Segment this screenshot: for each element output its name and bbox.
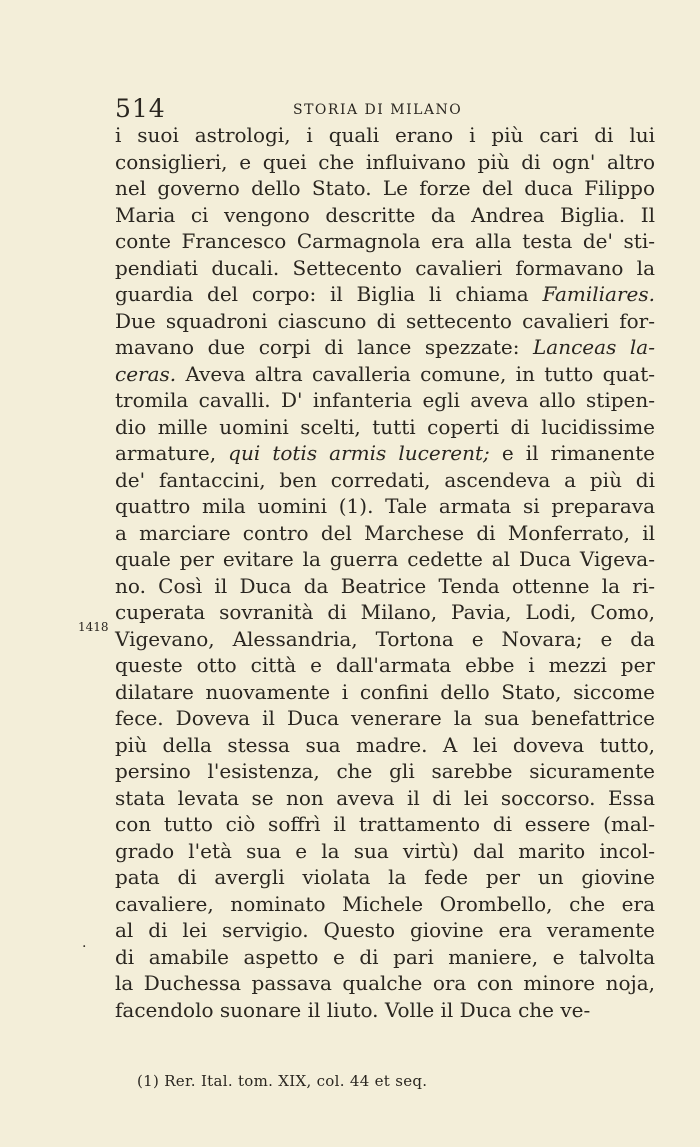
text-line xyxy=(115,361,655,388)
text-line: consiglieri, e quei che influivano più di ogn' altro xyxy=(115,149,655,174)
body-text xyxy=(115,122,655,1023)
text-line: Vigevano, Alessandria, Tortona e Novara; e da xyxy=(115,626,655,651)
italic-phrase: Lanceas la- xyxy=(533,335,655,359)
page-header xyxy=(115,94,655,124)
text-line: de' fantaccini, ben corredati, ascendeva a più di xyxy=(115,467,655,492)
text-segment: guardia del corpo: il Biglia li chiama xyxy=(115,282,543,306)
text-segment: mavano due corpi di lance spezzate: xyxy=(115,335,534,359)
text-line: facendolo suonare il liuto. Volle il Duca che ve- xyxy=(115,997,591,1022)
italic-phrase: Familiares. xyxy=(542,282,655,306)
text-line: con tutto ciò soffrì il trattamento di essere (mal- xyxy=(115,812,655,836)
text-line: quale per evitare la guerra cedette al Duca Vigeva- xyxy=(115,547,655,571)
margin-year-note: 1418 xyxy=(78,620,109,634)
text-line: nel governo dello Stato. Le forze del duca Filippo xyxy=(115,176,655,200)
text-line: più della stessa sua madre. A lei doveva tutto, xyxy=(115,732,655,757)
text-segment: e il rimanente xyxy=(489,441,655,465)
text-segment: Aveva altra cavalleria comune, in tutto quat- xyxy=(176,361,655,386)
text-line xyxy=(115,334,655,361)
text-line: i suoi astrologi, i quali erano i più cari di lui xyxy=(115,123,655,147)
text-segment: armature, xyxy=(115,441,229,465)
text-line: Maria ci vengono descritte da Andrea Biglia. Il xyxy=(115,202,655,227)
text-line: dilatare nuovamente i confini dello Stato, siccome xyxy=(115,679,655,704)
footnote: (1) Rer. Ital. tom. XIX, col. 44 et seq. xyxy=(137,1072,428,1090)
text-line xyxy=(115,281,655,308)
page-number: 514 xyxy=(115,94,166,123)
text-line: quattro mila uomini (1). Tale armata si preparava xyxy=(115,494,655,518)
text-line: stata levata se non aveva il di lei soccorso. Essa xyxy=(115,785,655,810)
text-line: tromila cavalli. D' infanteria egli aveva allo stipen- xyxy=(115,388,655,412)
text-line: cavaliere, nominato Michele Orombello, che era xyxy=(115,891,655,916)
margin-mark: . xyxy=(82,935,87,951)
text-line: no. Così il Duca da Beatrice Tenda ottenne la ri- xyxy=(115,573,655,598)
text-line: pata di avergli violata la fede per un giovine xyxy=(115,865,655,889)
text-line: queste otto città e dall'armata ebbe i mezzi per xyxy=(115,653,655,677)
text-line: al di lei servigio. Questo giovine era veramente xyxy=(115,918,655,942)
text-line: grado l'età sua e la sua virtù) dal marito incol- xyxy=(115,838,655,863)
text-line: Due squadroni ciascuno di settecento cavalieri for- xyxy=(115,308,655,333)
text-line: dio mille uomini scelti, tutti coperti di lucidissime xyxy=(115,414,655,439)
text-line xyxy=(115,440,655,467)
text-line: persino l'esistenza, che gli sarebbe sicuramente xyxy=(115,759,655,783)
italic-phrase: qui totis armis lucerent; xyxy=(228,441,490,465)
text-line: fece. Doveva il Duca venerare la sua benefattrice xyxy=(115,706,655,730)
italic-phrase: ceras. xyxy=(115,361,177,386)
text-line: a marciare contro del Marchese di Monferrato, il xyxy=(115,520,655,545)
text-line: cuperata sovranità di Milano, Pavia, Lodi, Como, xyxy=(115,600,655,624)
text-line: pendiati ducali. Settecento cavalieri formavano la xyxy=(115,255,655,280)
text-line: di amabile aspetto e di pari maniere, e talvolta xyxy=(115,944,655,969)
text-line: la Duchessa passava qualche ora con minore noja, xyxy=(115,971,655,995)
running-title: STORIA DI MILANO xyxy=(293,102,463,118)
text-line: conte Francesco Carmagnola era alla testa de' sti- xyxy=(115,229,655,253)
